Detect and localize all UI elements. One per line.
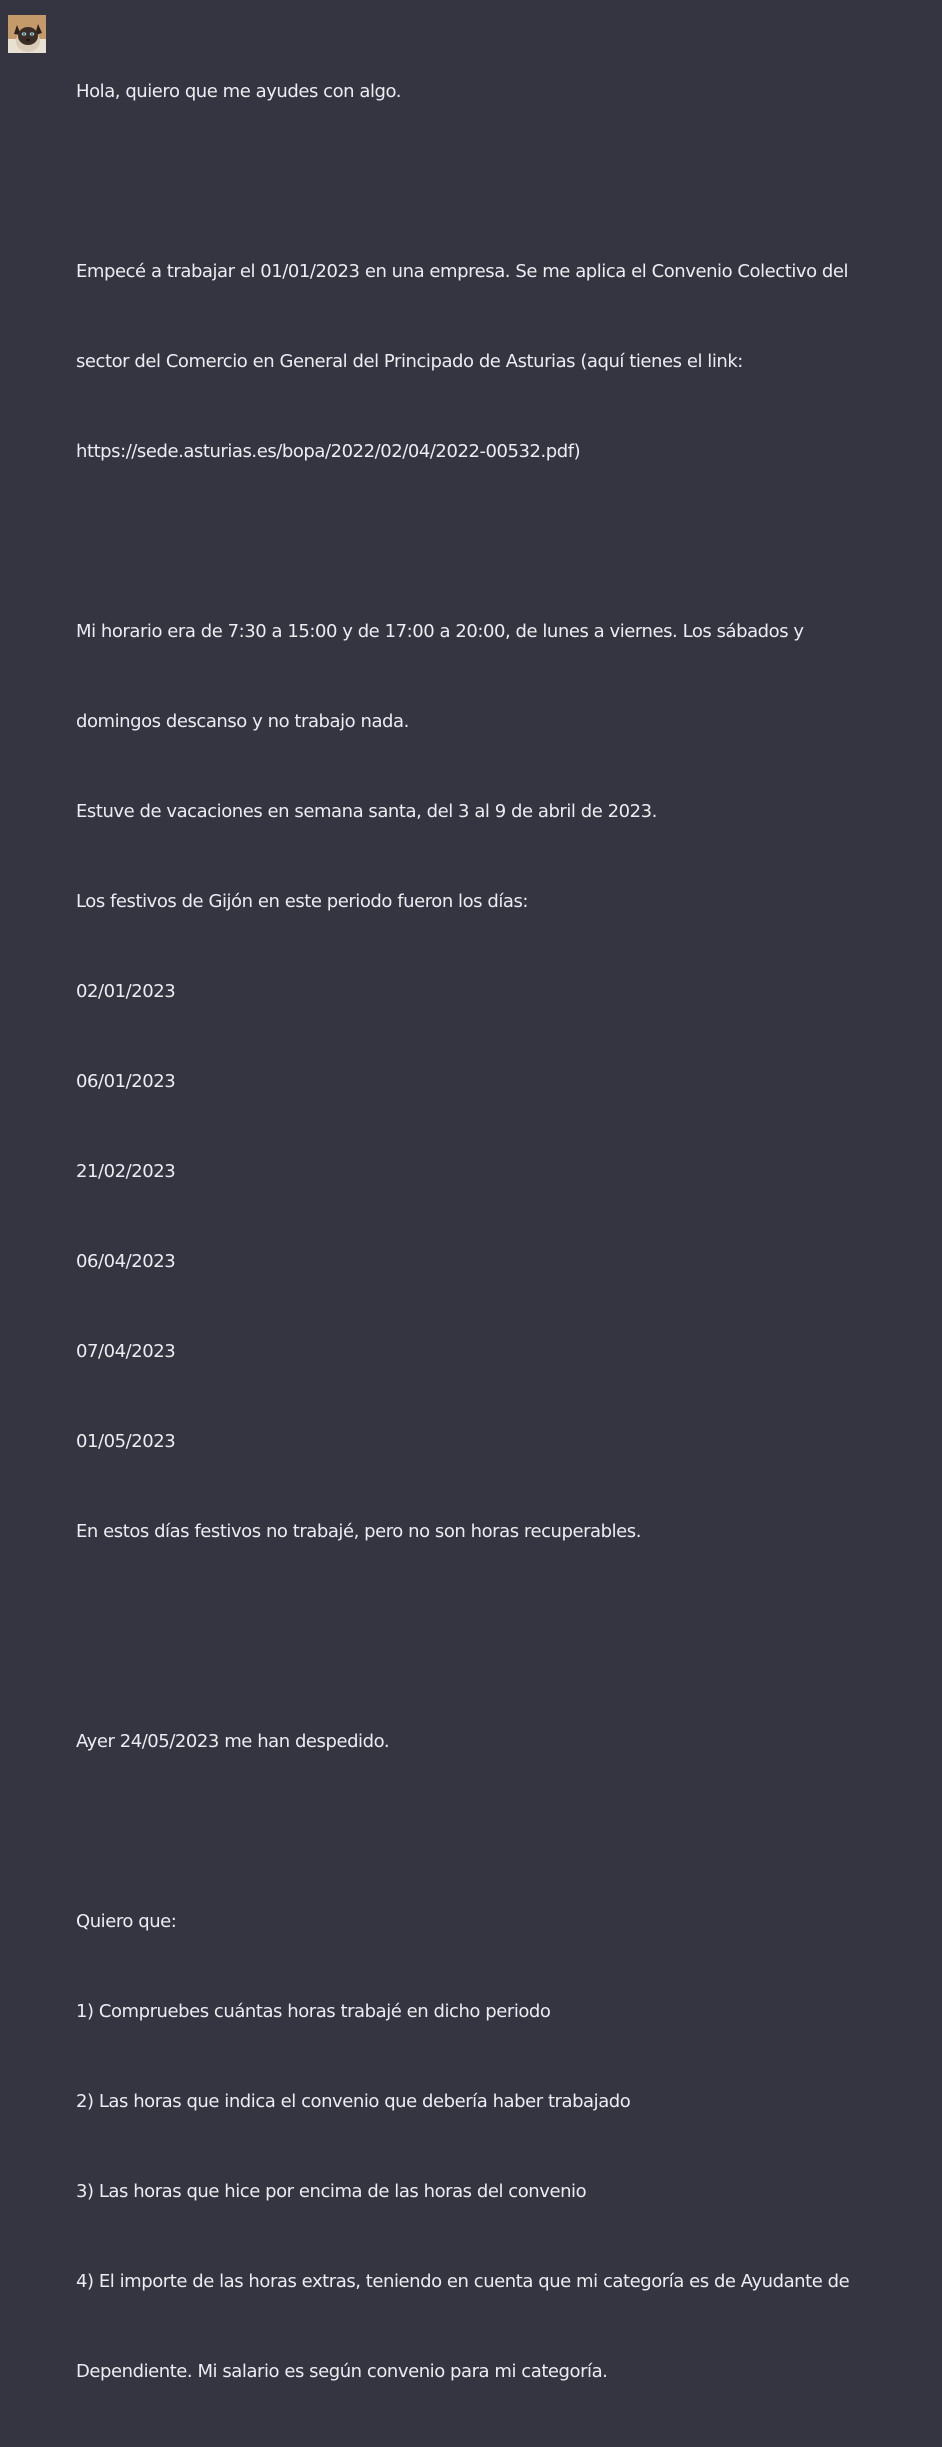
message-line: domingos descanso y no trabajo nada. — [76, 711, 409, 732]
holiday-date: 07/04/2023 — [76, 1341, 176, 1362]
holiday-date: 21/02/2023 — [76, 1161, 176, 1182]
message-line: Los festivos de Gijón en este periodo fueron los días: — [76, 891, 529, 912]
message-text — [76, 17, 926, 2447]
request-item: 4) El importe de las horas extras, teniendo en cuenta que mi categoría es de Ayudante de — [76, 2271, 850, 2292]
message-line: Mi horario era de 7:30 a 15:00 y de 17:00 a 20:00, de lunes a viernes. Los sábados y — [76, 621, 804, 642]
holiday-date: 01/05/2023 — [76, 1431, 176, 1452]
message-line: https://sede.asturias.es/bopa/2022/02/04/2022-00532.pdf) — [76, 441, 581, 462]
message-line: Ayer 24/05/2023 me han despedido. — [76, 1731, 390, 1752]
holiday-date: 06/01/2023 — [76, 1071, 176, 1092]
message-line: Empecé a trabajar el 01/01/2023 en una empresa. Se me aplica el Convenio Colectivo del — [76, 261, 849, 282]
request-item: 2) Las horas que indica el convenio que debería haber trabajado — [76, 2091, 631, 2112]
user-avatar — [8, 15, 46, 53]
request-item: Dependiente. Mi salario es según convenio para mi categoría. — [76, 2361, 608, 2382]
holiday-date: 06/04/2023 — [76, 1251, 176, 1272]
message-line: Estuve de vacaciones en semana santa, del 3 al 9 de abril de 2023. — [76, 801, 657, 822]
message-line: En estos días festivos no trabajé, pero no son horas recuperables. — [76, 1521, 641, 1542]
holiday-date: 02/01/2023 — [76, 981, 176, 1002]
request-item: 1) Compruebes cuántas horas trabajé en dicho periodo — [76, 2001, 551, 2022]
message-line: sector del Comercio en General del Principado de Asturias (aquí tienes el link: — [76, 351, 743, 372]
message-line: Quiero que: — [76, 1911, 177, 1932]
cat-avatar-icon — [8, 15, 46, 53]
request-item: 3) Las horas que hice por encima de las horas del convenio — [76, 2181, 587, 2202]
message-line: Hola, quiero que me ayudes con algo. — [76, 81, 402, 102]
